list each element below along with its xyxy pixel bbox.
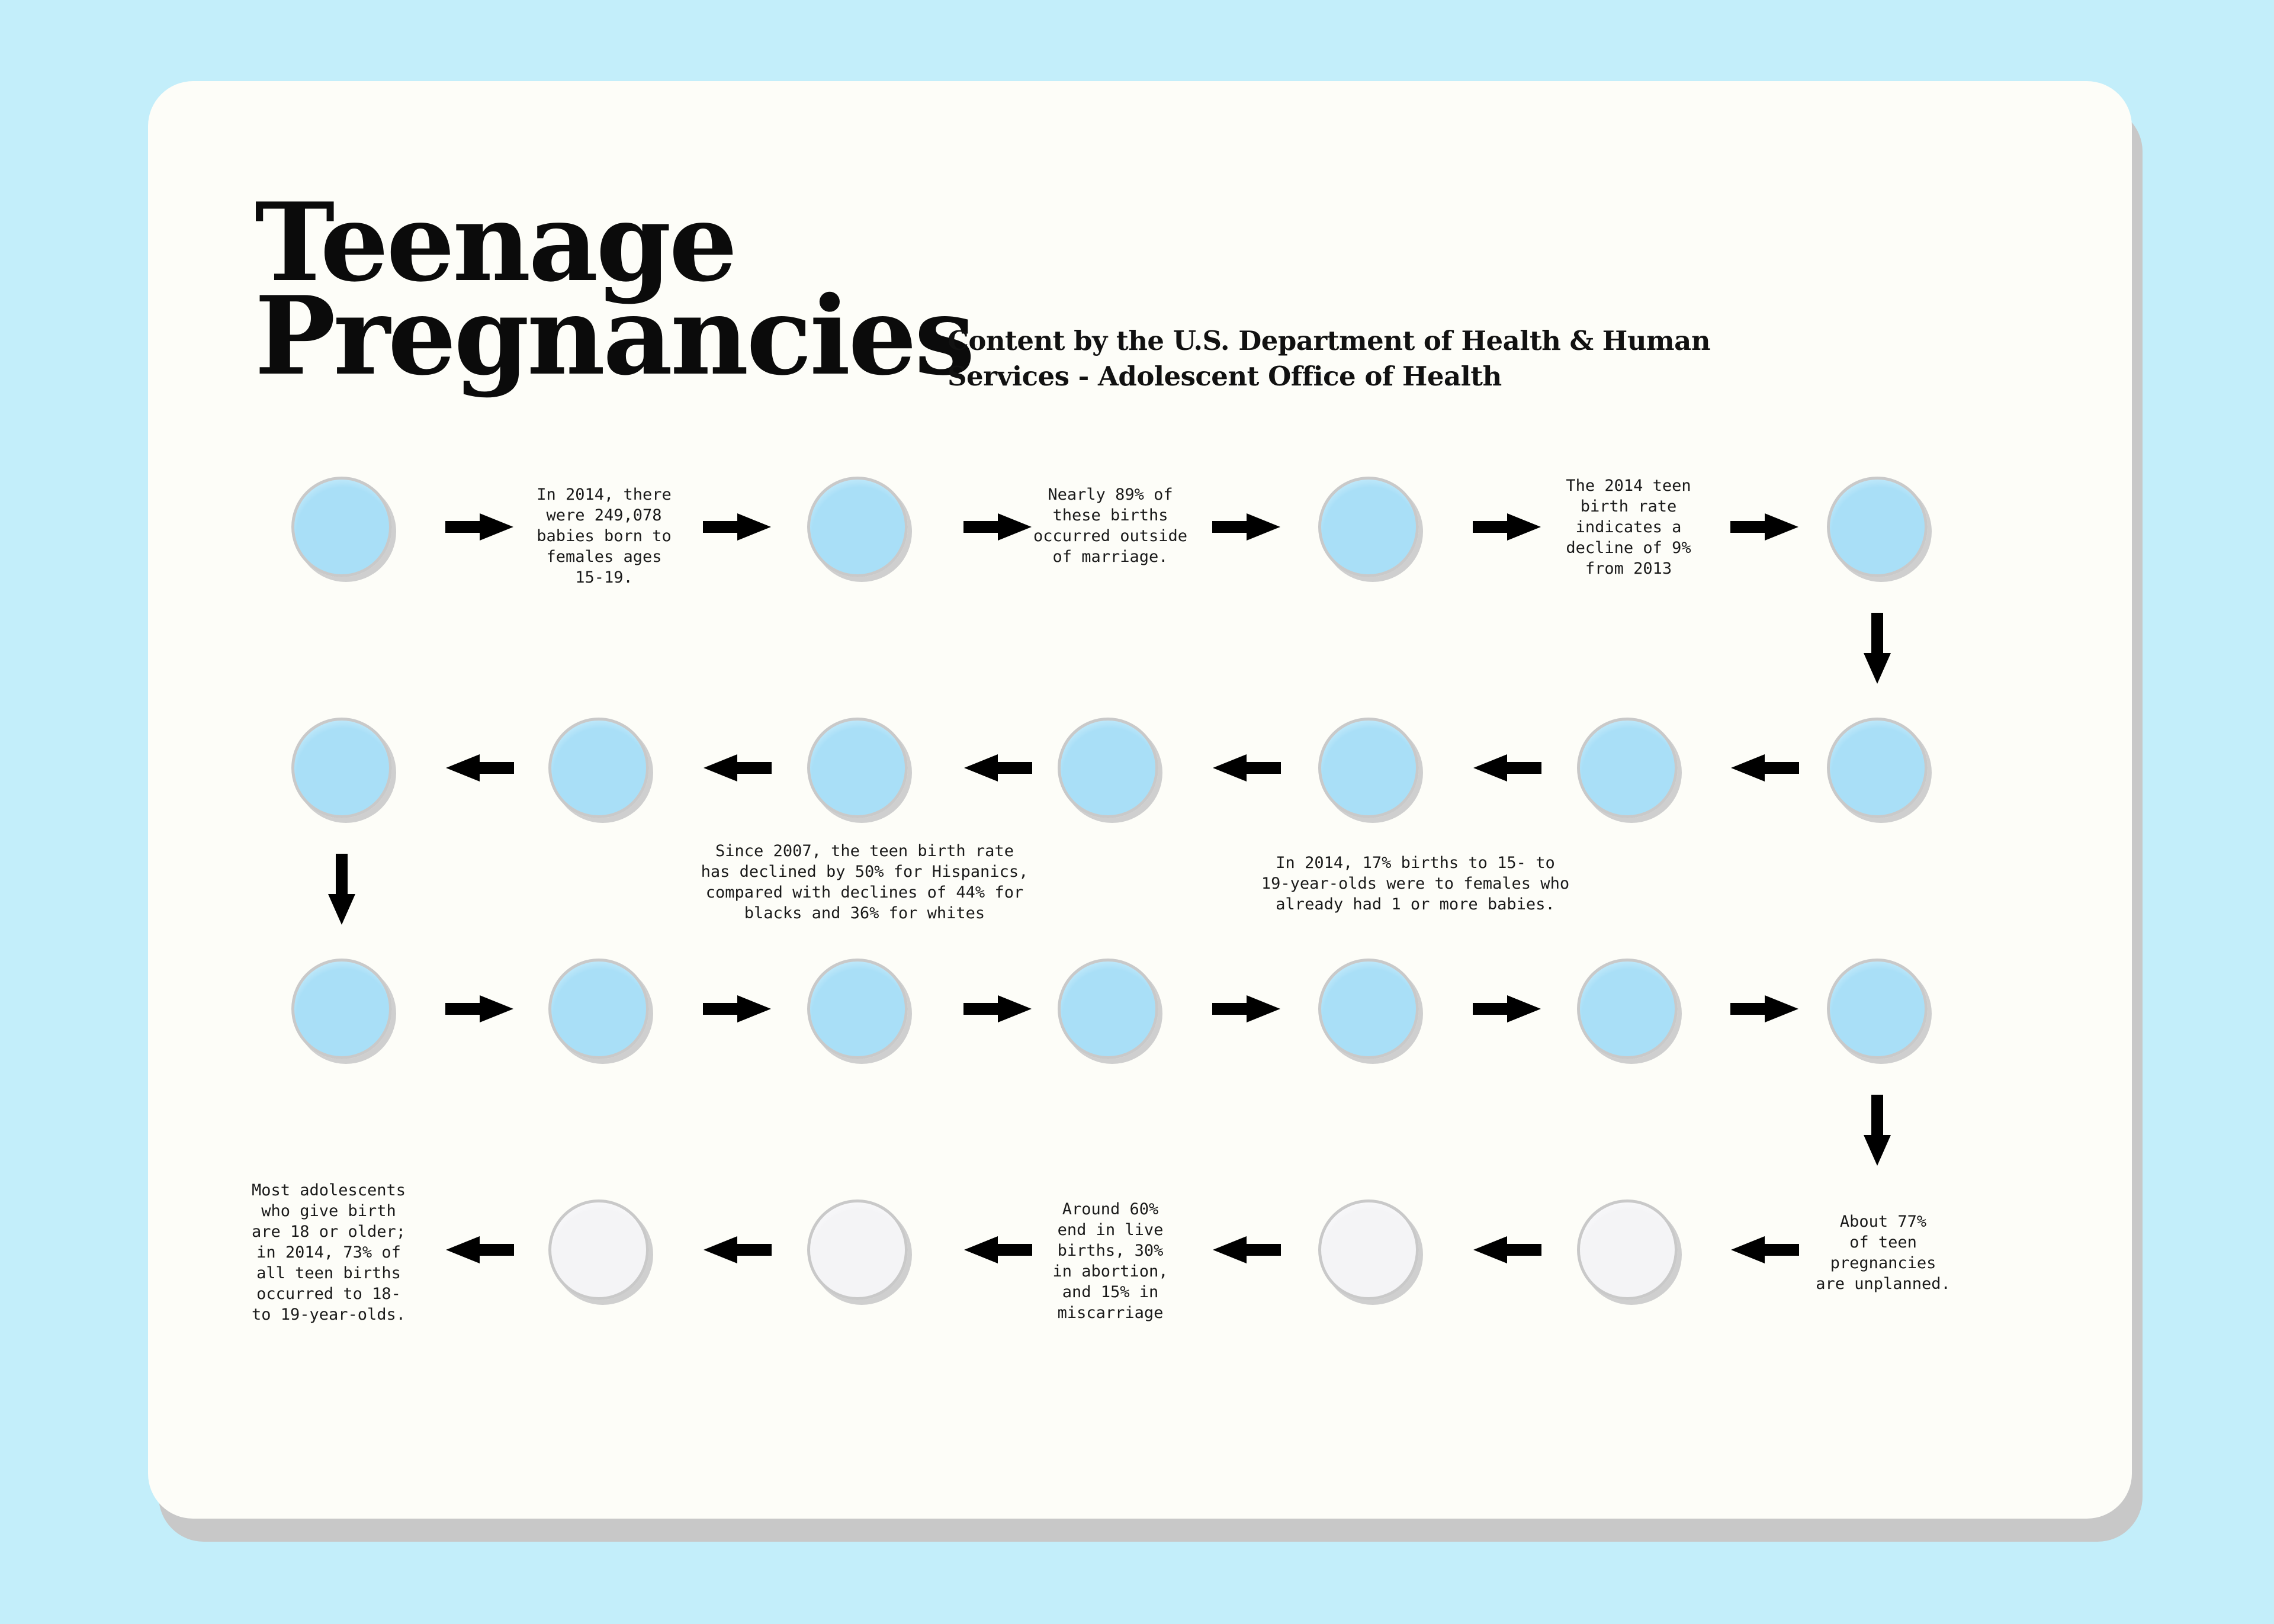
- fact-rate-decline: The 2014 teen birth rate indicates a decline of 9% from 2013: [1566, 477, 1691, 578]
- arrow-left-icon: [959, 750, 1036, 786]
- arrow-left-icon: [699, 1232, 776, 1268]
- step-circle: [1827, 718, 1928, 818]
- step-circle-empty: [807, 1199, 908, 1300]
- arrow-right-icon: [699, 991, 776, 1027]
- arrow-left-icon: [1726, 750, 1803, 786]
- step-circle: [1827, 959, 1928, 1059]
- arrow-right-icon: [1726, 509, 1803, 545]
- step-circle: [807, 959, 908, 1059]
- arrow-left-icon: [1726, 1232, 1803, 1268]
- step-circle: [1318, 959, 1419, 1059]
- arrow-left-icon: [441, 1232, 518, 1268]
- fact-births-2014: In 2014, there were 249,078 babies born to females ages 15-19.: [537, 485, 672, 587]
- step-circle: [1318, 718, 1419, 818]
- step-circle: [291, 477, 392, 577]
- subtitle-line-2: Services - Adolescent Office of Health: [948, 361, 1502, 392]
- fact-older-teens: Most adolescents who give birth are 18 or older; in 2014, 73% of all teen births occurred to 18- to 19-year-olds.: [251, 1181, 406, 1324]
- arrow-left-icon: [699, 750, 776, 786]
- step-circle-empty: [1318, 1199, 1419, 1300]
- arrow-right-icon: [959, 509, 1036, 545]
- step-circle-empty: [1577, 1199, 1678, 1300]
- fact-repeat-births: In 2014, 17% births to 15- to 19-year-olds were to females who already had 1 or more babies.: [1261, 854, 1570, 914]
- step-circle: [291, 718, 392, 818]
- arrow-left-icon: [959, 1232, 1036, 1268]
- arrow-right-icon: [441, 991, 518, 1027]
- step-circle: [1058, 959, 1158, 1059]
- arrow-right-icon: [699, 509, 776, 545]
- step-circle: [291, 959, 392, 1059]
- arrow-down-icon: [324, 854, 359, 928]
- fact-unplanned: About 77% of teen pregnancies are unplanned.: [1816, 1213, 1951, 1293]
- arrow-left-icon: [1469, 1232, 1546, 1268]
- arrow-right-icon: [1208, 509, 1285, 545]
- step-circle: [1058, 718, 1158, 818]
- page-subtitle: [948, 323, 1717, 394]
- step-circle: [548, 718, 649, 818]
- page-title: [255, 179, 973, 399]
- arrow-right-icon: [1208, 991, 1285, 1027]
- arrow-right-icon: [1469, 509, 1546, 545]
- fact-outside-marriage: Nearly 89% of these births occurred outside of marriage.: [1033, 485, 1188, 566]
- arrow-right-icon: [959, 991, 1036, 1027]
- fact-outcomes: Around 60% end in live births, 30% in abortion, and 15% in miscarriage: [1052, 1200, 1168, 1322]
- step-circle: [1577, 718, 1678, 818]
- arrow-right-icon: [1469, 991, 1546, 1027]
- step-circle: [1318, 477, 1419, 577]
- arrow-left-icon: [441, 750, 518, 786]
- arrow-down-icon: [1859, 613, 1895, 687]
- arrow-down-icon: [1859, 1095, 1895, 1169]
- subtitle-line-1: Content by the U.S. Department of Health & Human: [948, 325, 1711, 356]
- fact-since-2007: Since 2007, the teen birth rate has declined by 50% for Hispanics, compared with declines of 44% for blacks and 36% for whites: [701, 842, 1029, 922]
- step-circle: [1827, 477, 1928, 577]
- arrow-left-icon: [1469, 750, 1546, 786]
- arrow-right-icon: [1726, 991, 1803, 1027]
- title-line-2: Pregnancies: [255, 272, 973, 399]
- arrow-left-icon: [1208, 1232, 1285, 1268]
- arrow-left-icon: [1208, 750, 1285, 786]
- step-circle: [807, 718, 908, 818]
- arrow-right-icon: [441, 509, 518, 545]
- step-circle: [807, 477, 908, 577]
- title-line-1: Teenage: [255, 179, 735, 305]
- step-circle-empty: [548, 1199, 649, 1300]
- step-circle: [548, 959, 649, 1059]
- step-circle: [1577, 959, 1678, 1059]
